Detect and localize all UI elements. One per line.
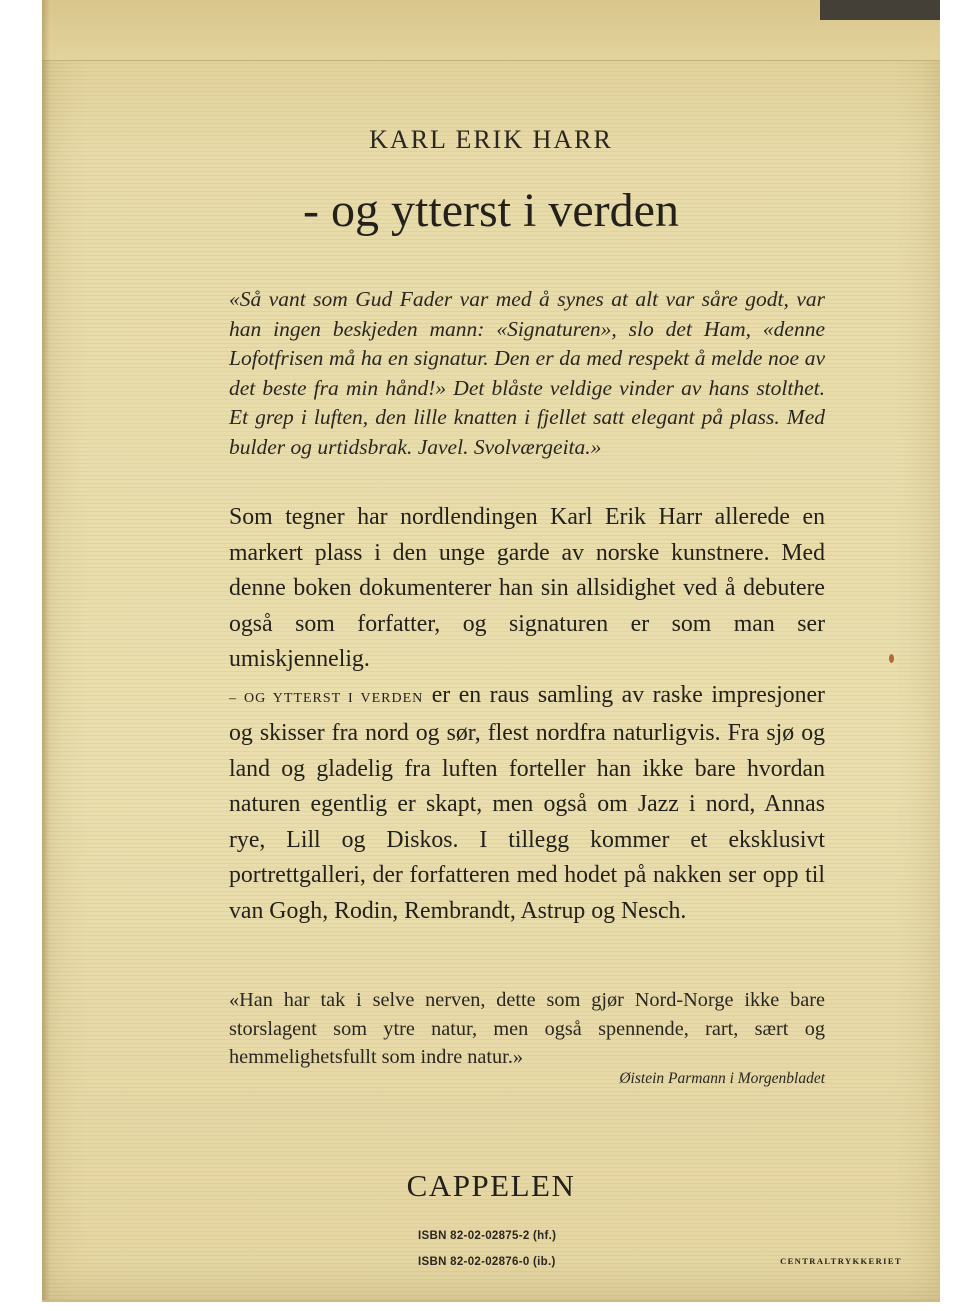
publisher-name: CAPPELEN <box>406 1168 576 1203</box>
isbn-hardcover: ISBN 82-02-02876-0 (ib.) <box>418 1256 556 1268</box>
description-title-ref: – OG YTTERST I VERDEN <box>229 690 424 706</box>
author-name: KARL ERIK HARR <box>369 125 613 154</box>
review-quote: «Han har tak i selve nerven, dette som gjør Nord-Norge ikke bare storslagent som ytre natur, men også spennende, rart, sært og hemmelighetsfullt som indre natur.» <box>229 989 825 1068</box>
cover-top-edge <box>820 0 940 20</box>
printer-name: CENTRALTRYKKERIET <box>780 1256 902 1266</box>
book-description <box>229 500 825 929</box>
isbn-paperback: ISBN 82-02-02875-2 (hf.) <box>418 1230 557 1242</box>
cover-top-fold <box>42 0 940 61</box>
excerpt-quote: «Så vant som Gud Fader var med å synes at alt var såre godt, var han ingen beskjeden mann: «Signaturen», slo det Ham, «denne Lofotfrisen må ha en signatur. Den er da med respekt å melde noe av det beste fra min hånd!» Det blåste veldige vinder av hans stolthet. Et grep i luften, den lille knatten i fjellet satt elegant på plass. Med bulder og urtidsbrak. Javel. Svolværgeita.» <box>229 287 825 459</box>
paper-stain <box>889 654 894 663</box>
description-part-2: er en raus samling av raske impresjoner og skisser fra nord og sør, flest nordfra naturligvis. Fra sjø og land og gladelig fra luften forteller han ikke bare hvordan naturen egentlig er skapt, men også om Jazz i nord, Annas rye, Lill og Diskos. I tillegg kommer et eksklusivt portrettgalleri, der forfatteren med hodet på nakken ser opp til van Gogh, Rodin, Rembrandt, Astrup og Nesch. <box>229 681 825 924</box>
review-attribution: Øistein Parmann i Morgenbladet <box>619 1070 825 1087</box>
book-title: - og ytterst i verden <box>303 184 679 237</box>
description-part-1: Som tegner har nordlendingen Karl Erik Harr allerede en markert plass i den unge garde av norske kunstnere. Med denne boken dokumenterer han sin allsidighet ved å debutere også som forfatter, og signaturen er som man ser umiskjennelig. <box>229 504 825 672</box>
book-back-cover <box>42 0 940 1302</box>
